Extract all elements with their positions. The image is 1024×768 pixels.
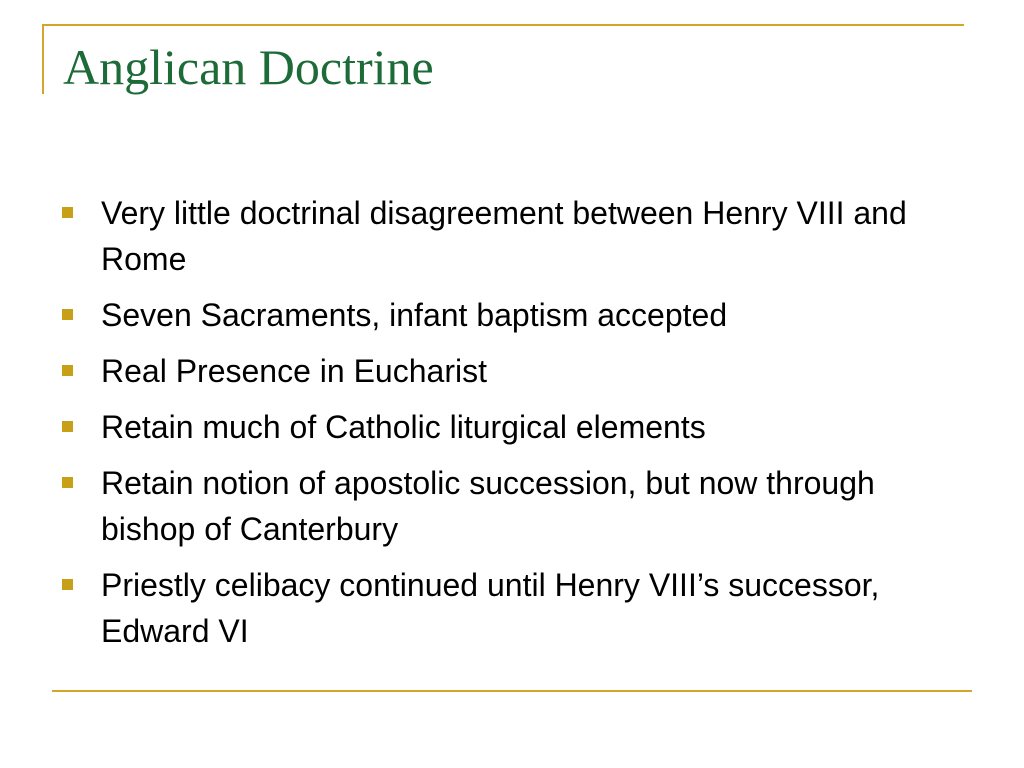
bullet-text: Retain notion of apostolic succession, but now through bishop of Canterbury (101, 465, 875, 547)
bullet-item (62, 460, 972, 552)
square-bullet-icon (62, 421, 73, 432)
bullet-item (62, 562, 972, 654)
bullet-text: Very little doctrinal disagreement between Henry VIII and Rome (101, 195, 907, 277)
square-bullet-icon (62, 309, 73, 320)
square-bullet-icon (62, 579, 73, 590)
bullet-text: Seven Sacraments, infant baptism accepted (101, 297, 728, 333)
left-accent-line (42, 24, 44, 94)
bullet-text: Priestly celibacy continued until Henry VIII’s successor, Edward VI (101, 567, 880, 649)
bullet-item (62, 404, 972, 450)
slide-title: Anglican Doctrine (63, 39, 434, 95)
square-bullet-icon (62, 365, 73, 376)
bullet-text: Retain much of Catholic liturgical elements (101, 409, 706, 445)
bullet-item (62, 348, 972, 394)
bullet-text: Real Presence in Eucharist (101, 353, 487, 389)
bullet-item (62, 292, 972, 338)
square-bullet-icon (62, 207, 73, 218)
top-accent-line (42, 24, 964, 26)
bullet-list (62, 190, 972, 664)
bullet-item (62, 190, 972, 282)
square-bullet-icon (62, 477, 73, 488)
bottom-accent-line (52, 690, 972, 692)
